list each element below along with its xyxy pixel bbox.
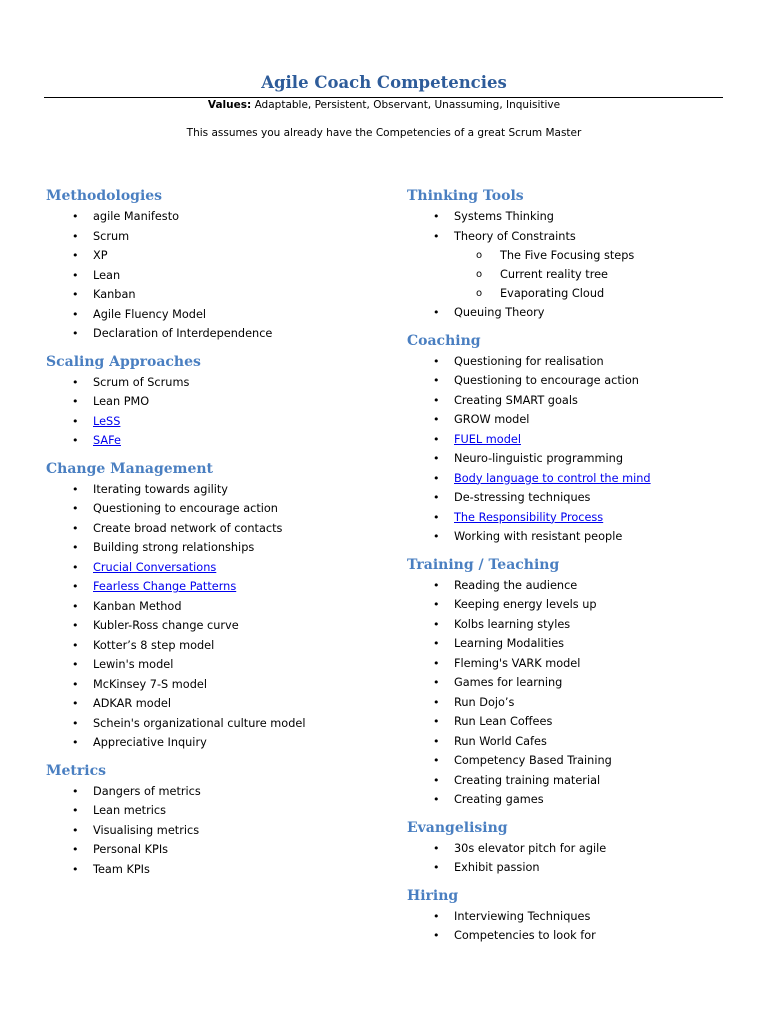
bullet-icon: • [433, 909, 440, 923]
competency-list [46, 480, 366, 753]
circle-bullet-icon: o [476, 250, 483, 261]
item-text: Kanban [93, 288, 136, 301]
item-text: Kanban Method [93, 599, 182, 613]
competency-list [407, 907, 737, 946]
list-item [407, 654, 737, 674]
section-methodologies [46, 185, 366, 344]
item-text: Declaration of Interdependence [93, 327, 273, 340]
bullet-icon: • [72, 414, 79, 428]
section-heading: Scaling Approaches [46, 353, 201, 370]
sub-list-item [407, 284, 737, 303]
list-item [46, 675, 366, 695]
bullet-icon: • [72, 482, 79, 496]
bullet-icon: • [433, 432, 440, 446]
list-item [407, 410, 737, 430]
list-item [407, 391, 737, 411]
bullet-icon: • [433, 510, 440, 524]
item-text: XP [93, 249, 108, 262]
item-link[interactable]: FUEL model [454, 432, 521, 446]
item-text: Lean [93, 268, 121, 282]
bullet-icon: • [433, 793, 440, 806]
list-item [46, 266, 366, 286]
section-heading: Thinking Tools [407, 188, 524, 204]
item-text: Run World Cafes [454, 734, 547, 748]
list-item [407, 527, 737, 547]
list-item[interactable] [46, 412, 366, 432]
section-thinking-tools [407, 185, 737, 323]
competency-list [407, 207, 737, 323]
section-heading: Coaching [407, 332, 481, 349]
list-item [46, 694, 366, 714]
bullet-icon: • [72, 619, 79, 632]
bullet-icon: • [433, 374, 440, 387]
list-item[interactable] [407, 469, 737, 489]
list-item [407, 371, 737, 391]
list-item [46, 227, 366, 247]
item-text: Run Dojo’s [454, 695, 515, 709]
sub-list-item [407, 265, 737, 284]
bullet-icon: • [433, 734, 440, 748]
left-column [46, 185, 366, 886]
item-text: Run Lean Coffees [454, 715, 553, 728]
bullet-icon: • [72, 716, 79, 730]
item-text: Systems Thinking [454, 210, 554, 223]
bullet-icon: • [433, 929, 440, 942]
bullet-icon: • [72, 307, 79, 321]
competency-list [46, 373, 366, 451]
section-change-management [46, 458, 366, 753]
list-item [407, 207, 737, 227]
item-link[interactable]: LeSS [93, 414, 121, 428]
list-item [407, 926, 737, 946]
bullet-icon: • [72, 288, 79, 301]
list-item [407, 488, 737, 508]
section-heading: Evangelising [407, 819, 508, 836]
list-item[interactable] [407, 430, 737, 450]
sub-list [407, 246, 737, 303]
bullet-icon: • [433, 530, 440, 543]
bullet-icon: • [433, 754, 440, 767]
item-text: Lean PMO [93, 395, 150, 408]
list-item[interactable] [46, 431, 366, 451]
bullet-icon: • [72, 249, 79, 262]
section-heading: Change Management [46, 460, 214, 477]
section-scaling-approaches [46, 351, 366, 451]
competency-list [407, 352, 737, 547]
bullet-icon: • [72, 210, 79, 223]
item-text: Creating games [454, 793, 544, 806]
bullet-icon: • [433, 617, 440, 631]
bullet-icon: • [72, 697, 79, 710]
bullet-icon: • [72, 268, 79, 282]
list-item [407, 790, 737, 810]
item-text: Lewin's model [93, 658, 174, 671]
list-item[interactable] [46, 558, 366, 578]
item-text: Interviewing Techniques [454, 909, 591, 923]
item-text: Questioning to encourage action [93, 502, 278, 515]
list-item [46, 246, 366, 266]
item-text: Personal KPIs [93, 843, 169, 856]
item-text: Questioning for realisation [454, 354, 604, 368]
section-hiring [407, 885, 737, 946]
bullet-icon: • [72, 375, 79, 389]
list-item [407, 576, 737, 596]
item-text: Kolbs learning styles [454, 617, 571, 631]
list-item [407, 858, 737, 878]
bullet-icon: • [433, 306, 440, 319]
list-item [46, 782, 366, 802]
list-item [46, 480, 366, 500]
item-text: Scrum [93, 229, 130, 243]
list-item [407, 907, 737, 927]
item-text: Games for learning [454, 676, 563, 689]
list-item [46, 821, 366, 841]
list-item [407, 352, 737, 372]
bullet-icon: • [72, 843, 79, 856]
item-text: Creating training material [454, 773, 601, 787]
bullet-icon: • [433, 598, 440, 611]
list-item [46, 616, 366, 636]
section-metrics [46, 760, 366, 880]
circle-bullet-icon: o [476, 269, 483, 280]
list-item [46, 373, 366, 393]
list-item [46, 285, 366, 305]
section-heading: Metrics [46, 762, 106, 779]
bullet-icon: • [433, 637, 440, 650]
bullet-icon: • [433, 715, 440, 728]
bullet-icon: • [433, 471, 440, 485]
bullet-icon: • [72, 327, 79, 340]
list-item [407, 732, 737, 752]
list-item [407, 693, 737, 713]
list-item [407, 839, 737, 859]
bullet-icon: • [433, 676, 440, 689]
item-link[interactable]: Fearless Change Patterns [93, 580, 237, 593]
bullet-icon: • [433, 229, 440, 243]
item-text: Working with resistant people [454, 530, 623, 543]
bullet-icon: • [433, 656, 440, 670]
item-text: Schein's organizational culture model [93, 716, 306, 730]
item-text: GROW model [454, 413, 530, 426]
item-text: Lean metrics [93, 804, 166, 817]
list-item [46, 597, 366, 617]
bullet-icon: • [72, 434, 79, 447]
list-item [46, 655, 366, 675]
list-item [407, 303, 737, 323]
bullet-icon: • [433, 413, 440, 426]
document-title: Agile Coach Competencies [261, 73, 507, 92]
list-item [46, 636, 366, 656]
item-text: Queuing Theory [454, 306, 545, 319]
list-item [407, 449, 737, 469]
item-text: Fleming's VARK model [454, 656, 581, 670]
item-text: Scrum of Scrums [93, 375, 190, 389]
bullet-icon: • [433, 210, 440, 223]
list-item [46, 538, 366, 558]
list-item [46, 714, 366, 734]
list-item [407, 634, 737, 654]
item-text: Creating SMART goals [454, 393, 578, 407]
bullet-icon: • [433, 491, 440, 504]
item-text: Building strong relationships [93, 541, 255, 554]
competency-list [407, 839, 737, 878]
values-label: Values: [207, 99, 252, 111]
sub-list-container [407, 246, 737, 303]
bullet-icon: • [72, 658, 79, 671]
list-item [407, 751, 737, 771]
bullet-icon: • [433, 393, 440, 407]
item-text: De-stressing techniques [454, 491, 591, 504]
bullet-icon: • [72, 784, 79, 798]
list-item[interactable] [46, 577, 366, 597]
bullet-icon: • [433, 354, 440, 368]
item-text: Learning Modalities [454, 637, 565, 650]
list-item [407, 712, 737, 732]
section-heading: Training / Teaching [407, 556, 560, 573]
bullet-icon: • [72, 560, 79, 574]
item-text: Create broad network of contacts [93, 521, 283, 535]
item-text: McKinsey 7-S model [93, 677, 207, 691]
values-text: Adaptable, Persistent, Observant, Unassuming, Inquisitive [254, 99, 561, 111]
competency-list [46, 207, 366, 344]
item-text: agile Manifesto [93, 210, 180, 223]
list-item [407, 615, 737, 635]
competency-list [407, 576, 737, 810]
list-item [46, 733, 366, 753]
bullet-icon: • [72, 823, 79, 837]
list-item [407, 673, 737, 693]
item-text: Team KPIs [93, 862, 150, 876]
item-link[interactable]: Body language to control the mind [454, 471, 651, 485]
item-text: 30s elevator pitch for agile [454, 841, 607, 855]
item-text: Kubler-Ross change curve [93, 619, 239, 632]
bullet-icon: • [72, 580, 79, 593]
bullet-icon: • [72, 541, 79, 554]
bullet-icon: • [72, 862, 79, 876]
item-text: Dangers of metrics [93, 784, 201, 798]
item-text: Exhibit passion [454, 861, 540, 874]
bullet-icon: • [72, 677, 79, 691]
item-link[interactable]: The Responsibility Process [454, 510, 604, 524]
bullet-icon: • [72, 395, 79, 408]
sub-item-text: The Five Focusing steps [500, 249, 635, 262]
sub-item-text: Current reality tree [500, 268, 608, 281]
item-text: Questioning to encourage action [454, 374, 639, 387]
bullet-icon: • [72, 599, 79, 613]
list-item [46, 392, 366, 412]
bullet-icon: • [72, 502, 79, 515]
list-item [46, 324, 366, 344]
item-link[interactable]: SAFe [93, 434, 121, 447]
bullet-icon: • [433, 841, 440, 855]
sub-list-item [407, 246, 737, 265]
item-text: Theory of Constraints [454, 229, 576, 243]
values-line [0, 98, 768, 113]
item-link[interactable]: Crucial Conversations [93, 560, 217, 574]
bullet-icon: • [433, 452, 440, 465]
circle-bullet-icon: o [476, 288, 483, 299]
item-text: Agile Fluency Model [93, 307, 207, 321]
assumptions-note: This assumes you already have the Competencies of a great Scrum Master [186, 127, 582, 139]
item-text: Reading the audience [454, 578, 578, 592]
item-text: Visualising metrics [93, 823, 200, 837]
list-item [46, 519, 366, 539]
item-text: Neuro-linguistic programming [454, 452, 624, 465]
list-item [407, 771, 737, 791]
bullet-icon: • [72, 638, 79, 652]
right-column [407, 185, 737, 953]
sub-item-text: Evaporating Cloud [500, 287, 605, 300]
bullet-icon: • [433, 773, 440, 787]
section-heading: Methodologies [46, 188, 163, 204]
list-item[interactable] [407, 508, 737, 528]
item-text: Competencies to look for [454, 929, 596, 942]
item-text: ADKAR model [93, 697, 171, 710]
competency-list [46, 782, 366, 880]
list-item [46, 801, 366, 821]
item-text: Appreciative Inquiry [93, 736, 207, 749]
bullet-icon: • [433, 861, 440, 874]
item-text: Keeping energy levels up [454, 598, 597, 611]
bullet-icon: • [72, 736, 79, 749]
list-item [46, 305, 366, 325]
section-evangelising [407, 817, 737, 878]
bullet-icon: • [72, 804, 79, 817]
list-item [46, 499, 366, 519]
bullet-icon: • [433, 695, 440, 709]
list-item [46, 840, 366, 860]
section-heading: Hiring [407, 887, 459, 904]
list-item [46, 860, 366, 880]
list-item [407, 595, 737, 615]
section-coaching [407, 330, 737, 547]
item-text: Competency Based Training [454, 754, 612, 767]
bullet-icon: • [72, 521, 79, 535]
item-text: Iterating towards agility [93, 482, 228, 496]
list-item [407, 227, 737, 247]
bullet-icon: • [72, 229, 79, 243]
bullet-icon: • [433, 578, 440, 592]
section-training-teaching [407, 554, 737, 810]
list-item [46, 207, 366, 227]
item-text: Kotter’s 8 step model [93, 638, 215, 652]
